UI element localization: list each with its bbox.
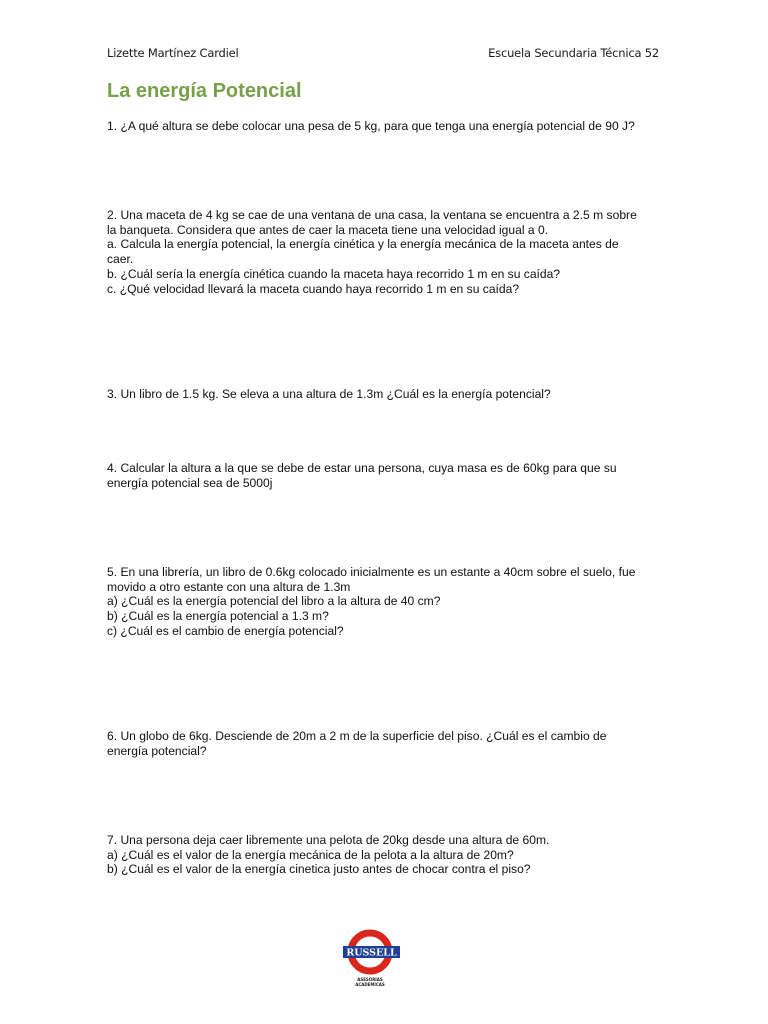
question-5 (107, 565, 663, 639)
question-1 (107, 119, 663, 134)
question-3-line: 3. Un libro de 1.5 kg. Se eleva a una altura de 1.3m ¿Cuál es la energía potencial? (107, 387, 551, 401)
logo-tagline-1: ASESORIAS (357, 977, 383, 982)
question-6-line: energía potencial? (107, 743, 207, 758)
question-4-line: 4. Calcular la altura a la que se debe de estar una persona, cuya masa es de 60kg para que su (107, 461, 617, 475)
school-name: Escuela Secundaria Técnica 52 (488, 46, 659, 60)
question-1-line: 1. ¿A qué altura se debe colocar una pesa de 5 kg, para que tenga una energía potencial de 90 J? (107, 119, 635, 133)
question-5-line: c) ¿Cuál es el cambio de energía potencial? (107, 623, 344, 638)
question-7 (107, 833, 663, 877)
author-name: Lizette Martínez Cardiel (107, 46, 239, 60)
question-3 (107, 387, 663, 402)
logo-tagline-2: ACADEMICAS (355, 982, 385, 987)
question-2-line: caer. (107, 252, 134, 267)
question-2-line: b. ¿Cuál sería la energía cinética cuando la maceta haya recorrido 1 m en su caída? (107, 266, 561, 281)
question-2-line: la banqueta. Considera que antes de caer la maceta tiene una velocidad igual a 0. (107, 222, 549, 237)
question-5-line: 5. En una librería, un libro de 0.6kg colocado inicialmente es un estante a 40cm sobre el suelo, fue (107, 565, 636, 579)
russell-logo-graphic (338, 928, 406, 990)
question-7-line: 7. Una persona deja caer libremente una pelota de 20kg desde una altura de 60m. (107, 833, 550, 847)
question-4 (107, 461, 663, 490)
question-4-line: energía potencial sea de 5000j (107, 475, 273, 490)
question-6 (107, 729, 663, 758)
question-7-line: a) ¿Cuál es el valor de la energía mecánica de la pelota a la altura de 20m? (107, 847, 514, 862)
question-7-line: b) ¿Cuál es el valor de la energía cinetica justo antes de chocar contra el piso? (107, 862, 531, 877)
russell-logo (338, 928, 406, 990)
question-5-line: b) ¿Cuál es la energía potencial a 1.3 m? (107, 609, 329, 624)
question-5-line: movido a otro estante con una altura de 1.3m (107, 579, 351, 594)
page-header (107, 46, 659, 64)
question-2-line: c. ¿Qué velocidad llevará la maceta cuando haya recorrido 1 m en su caída? (107, 281, 520, 296)
question-2-line: a. Calcula la energía potencial, la energía cinética y la energía mecánica de la maceta antes de (107, 237, 619, 252)
question-2 (107, 208, 663, 296)
question-6-line: 6. Un globo de 6kg. Desciende de 20m a 2 m de la superficie del piso. ¿Cuál es el cambio de (107, 729, 607, 743)
logo-name: RUSSELL (346, 947, 397, 959)
question-2-line: 2. Una maceta de 4 kg se cae de una ventana de una casa, la ventana se encuentra a 2.5 m sobre (107, 208, 637, 222)
question-5-line: a) ¿Cuál es la energía potencial del libro a la altura de 40 cm? (107, 594, 441, 609)
page-title: La energía Potencial (107, 80, 302, 102)
